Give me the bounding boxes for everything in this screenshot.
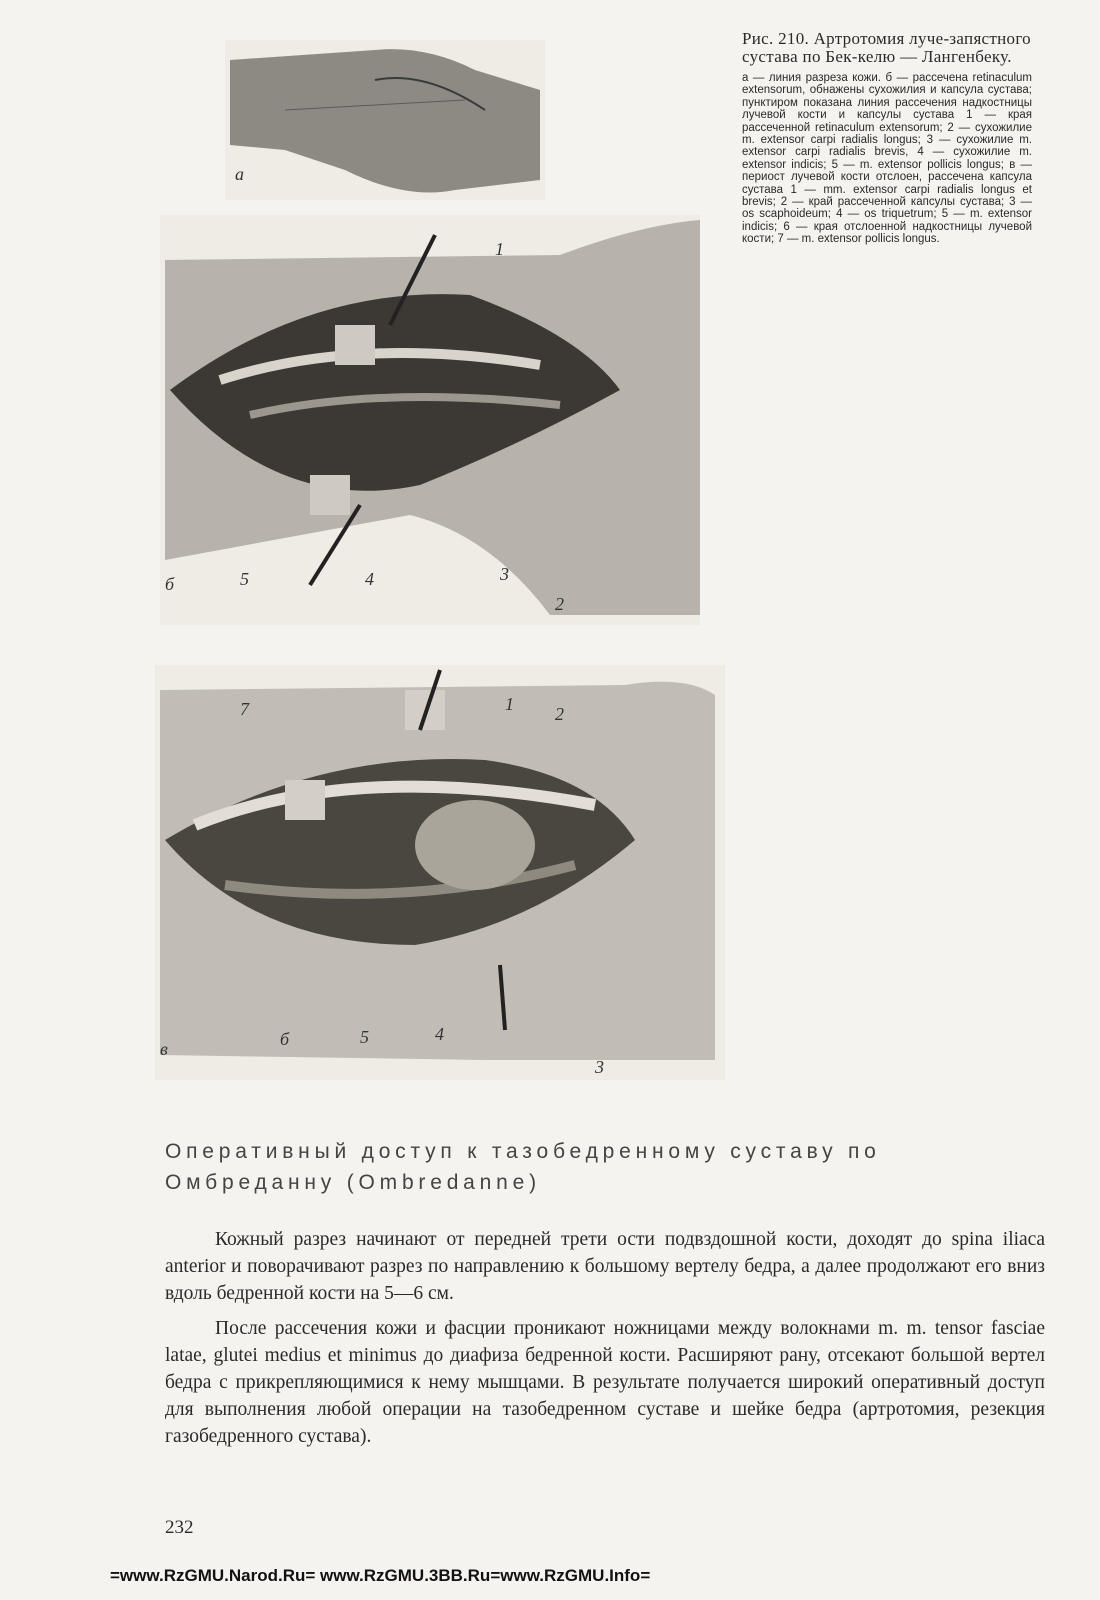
figure-title: Рис. 210. Артротомия луче-запястного сустава по Бек-келю — Лангенбеку.	[742, 29, 1031, 66]
callout-4: 4	[435, 1024, 444, 1044]
callout-6: б	[280, 1029, 290, 1049]
illustration-a-hand	[225, 40, 545, 200]
body-text	[165, 1226, 1045, 1458]
callout-1: 1	[495, 239, 504, 259]
section-heading: Оперативный доступ к тазобедренному суставу по Омбреданну (Ombredanne)	[165, 1140, 881, 1194]
callout-5: 5	[240, 569, 249, 589]
footer-watermark: =www.RzGMU.Narod.Ru= www.RzGMU.3BB.Ru=www.RzGMU.Info=	[110, 1566, 651, 1585]
callout-3: 3	[595, 1057, 604, 1077]
paragraph-1: Кожный разрез начинают от передней трети ости подвздошной кости, доходят до spina iliaca anterior и поворачивают разрез по направлению к большому вертелу бедра, а далее продолжают его вниз вдоль бедренной кости на 5—6 см.	[165, 1229, 1045, 1304]
callout-1: 1	[505, 694, 514, 714]
illustration-c-wound	[155, 665, 725, 1080]
panel-a-label: а	[235, 164, 244, 184]
wound-c-drawing	[155, 665, 725, 1080]
callout-2: 2	[555, 594, 564, 614]
page-number: 232	[165, 1517, 194, 1538]
paragraph-2: После рассечения кожи и фасции проникают ножницами между волокнами m. m. tensor fasciae latae, glutei medius et minimus до диафиза бедренной кости. Расширяют рану, отсекают большой вертел бедра с прикрепляющимися к нему мышцами. В результате получается широкий оперативный доступ для выполнения любой операции на тазобедренном суставе и шейке бедра (артротомия, резекция газобедренного сустава).	[165, 1318, 1045, 1447]
illustration-b-wound	[160, 215, 700, 625]
wound-b-drawing	[160, 215, 700, 625]
callout-2: 2	[555, 704, 564, 724]
figure-legend: а — линия разреза кожи. б — рассечена retinaculum extensorum, обнажены сухожилия и капсула сустава; пунктиром показана линия рассечения надкостницы лучевой кости и капсулы сустава 1 — края рассеченной retinaculum extensorum; 2 — сухожилие m. extensor carpi radialis longus; 3 — сухожилие m. extensor carpi radialis brevis, 4 — сухожилие m. extensor indicis; 5 — m. extensor pollicis longus; в — периост лучевой кости отслоен, рассечена капсула сустава 1 — mm. extensor carpi radialis longus et brevis; 2 — край рассеченной капсулы сустава; 3 — os scaphoideum; 4 — os triquetrum; 5 — m. extensor indicis; 6 — края отслоенной надкостницы лучевой кости; 7 — m. extensor pollicis longus.	[742, 72, 1032, 246]
figure-caption-block	[742, 30, 1032, 246]
panel-c-label: в	[160, 1039, 168, 1059]
callout-4: 4	[365, 569, 374, 589]
callout-3: 3	[500, 564, 509, 584]
panel-b-label: б	[165, 574, 175, 594]
hand-drawing	[225, 40, 545, 200]
callout-7: 7	[240, 699, 249, 719]
callout-5: 5	[360, 1027, 369, 1047]
